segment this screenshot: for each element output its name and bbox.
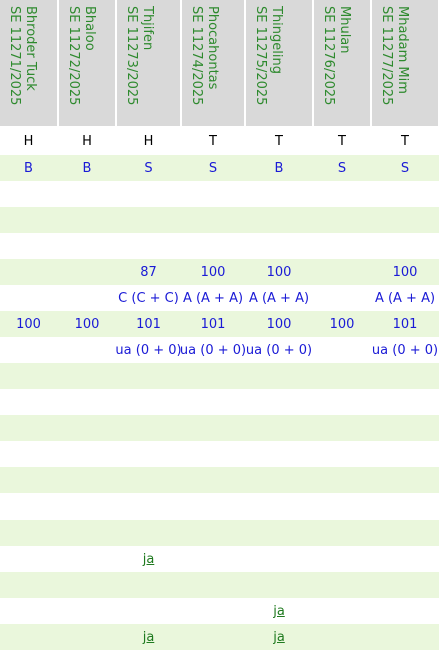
table-cell [314, 155, 370, 181]
table-cell [182, 598, 244, 624]
table-cell [117, 441, 180, 467]
column-header [0, 0, 57, 126]
table-cell [117, 624, 180, 650]
table-cell [0, 494, 57, 520]
table-cell [117, 572, 180, 598]
table-cell [372, 572, 438, 598]
table-cell [372, 467, 438, 493]
table-row [0, 389, 439, 415]
table-cell [0, 598, 57, 624]
table-cell [372, 624, 438, 650]
table-row [0, 546, 439, 572]
table-row [0, 337, 439, 363]
table-cell [372, 155, 438, 181]
table-cell [372, 285, 438, 311]
cell-value: ua (0 + 0) [245, 342, 313, 358]
cell-value: 100 [16, 316, 41, 332]
table-cell [117, 415, 180, 441]
table-cell [0, 624, 57, 650]
cell-value: ua (0 + 0) [179, 342, 247, 358]
table-cell [246, 311, 312, 337]
table-cell [117, 285, 180, 311]
table-cell [314, 207, 370, 233]
column-header-label [65, 6, 97, 105]
cell-value: S [337, 160, 347, 176]
column-header-label [188, 6, 220, 105]
table-cell [246, 337, 312, 363]
cell-value: 100 [74, 316, 100, 332]
cell-value: 100 [200, 264, 226, 280]
table-cell [59, 494, 115, 520]
cell-value: H [23, 133, 34, 149]
table-cell [117, 233, 180, 259]
table-cell [372, 207, 438, 233]
table-cell [246, 494, 312, 520]
column-name: Phocahontas [205, 6, 220, 90]
table-cell [182, 520, 244, 546]
table-cell [117, 259, 180, 285]
table-cell [117, 520, 180, 546]
table-cell [59, 207, 115, 233]
table-cell [314, 467, 370, 493]
table-row [0, 363, 439, 389]
table-cell [59, 128, 115, 154]
table-row [0, 207, 439, 233]
table-cell [314, 546, 370, 572]
cell-value: A (A + A) [374, 290, 436, 306]
table-row [0, 181, 439, 207]
cell-value: 100 [329, 316, 355, 332]
ja-link[interactable]: ja [142, 629, 155, 645]
table-cell [117, 128, 180, 154]
table-row [0, 572, 439, 598]
table-cell [246, 624, 312, 650]
column-id: SE 11276/2025 [321, 6, 336, 106]
table-cell [314, 389, 370, 415]
cell-value: S [208, 160, 218, 176]
table-cell [182, 467, 244, 493]
column-name: Thjifen [140, 6, 155, 51]
table-cell [182, 128, 244, 154]
column-id: SE 11277/2025 [379, 6, 394, 106]
table-cell [182, 389, 244, 415]
table-row [0, 624, 439, 650]
cell-value: T [209, 133, 217, 149]
cell-value: T [338, 133, 346, 149]
table-cell [246, 520, 312, 546]
column-header-label [320, 6, 352, 105]
table-cell [372, 337, 438, 363]
table-cell [246, 259, 312, 285]
column-id: SE 11271/2025 [7, 6, 22, 106]
table-cell [182, 155, 244, 181]
table-cell [117, 598, 180, 624]
cell-value: 100 [266, 264, 292, 280]
cell-value: A (A + A) [248, 290, 310, 306]
column-header [372, 0, 438, 126]
table-cell [372, 520, 438, 546]
table-cell [117, 311, 180, 337]
column-header-label [123, 6, 155, 105]
cell-value: 100 [392, 264, 418, 280]
table-cell [372, 415, 438, 441]
cell-value: H [82, 133, 92, 149]
column-header [182, 0, 244, 126]
table-cell [182, 233, 244, 259]
table-cell [179, 337, 247, 363]
cell-value: C (C + C) [118, 290, 179, 306]
column-header [246, 0, 312, 126]
table-row [0, 128, 439, 154]
table-cell [0, 415, 57, 441]
table-cell [0, 520, 57, 546]
column-header [117, 0, 180, 126]
table-cell [246, 233, 312, 259]
cell-value: ua (0 + 0) [115, 342, 182, 358]
table-cell [59, 546, 115, 572]
table-cell [372, 311, 438, 337]
table-cell [182, 546, 244, 572]
table-cell [59, 441, 115, 467]
column-header-label [378, 6, 410, 105]
table-cell [117, 207, 180, 233]
cell-value: H [143, 133, 154, 149]
table-cell [372, 128, 438, 154]
cell-value: 101 [392, 316, 418, 332]
table-row [0, 259, 439, 285]
table-cell [0, 572, 57, 598]
table-cell [314, 415, 370, 441]
table-cell [246, 572, 312, 598]
table-cell [246, 415, 312, 441]
column-id: SE 11275/2025 [253, 6, 268, 106]
table-cell [59, 337, 115, 363]
table-cell [372, 363, 438, 389]
table-cell [246, 546, 312, 572]
table-cell [314, 494, 370, 520]
cell-value: T [401, 133, 409, 149]
table-row [0, 494, 439, 520]
ja-link[interactable]: ja [273, 629, 285, 645]
table-cell [117, 155, 180, 181]
table-cell [246, 389, 312, 415]
table-cell [182, 311, 244, 337]
cell-value: S [144, 160, 153, 176]
table-cell [0, 546, 57, 572]
table-cell [372, 259, 438, 285]
column-name: Thingeling [269, 6, 284, 74]
table-cell [246, 128, 312, 154]
table-row [0, 155, 439, 181]
table-cell [0, 285, 57, 311]
table-cell [314, 259, 370, 285]
column-name: Mhadam Mim [395, 6, 410, 94]
table-cell [246, 285, 312, 311]
table-cell [182, 494, 244, 520]
cell-value: 101 [200, 316, 226, 332]
table-cell [372, 546, 438, 572]
column-header [59, 0, 115, 126]
table-cell [314, 128, 370, 154]
cell-value: A (A + A) [182, 290, 244, 306]
table-cell [59, 233, 115, 259]
column-header-label [6, 6, 38, 105]
table-cell [314, 624, 370, 650]
table-cell [182, 285, 244, 311]
table-cell [314, 572, 370, 598]
table-cell [59, 415, 115, 441]
table-cell [0, 467, 57, 493]
table-cell [182, 259, 244, 285]
table-cell [59, 285, 115, 311]
table-cell [246, 441, 312, 467]
table-cell [314, 233, 370, 259]
table-cell [314, 311, 370, 337]
table-row [0, 311, 439, 337]
table-cell [182, 207, 244, 233]
ja-link[interactable]: ja [273, 603, 285, 619]
column-header [314, 0, 370, 126]
table-cell [314, 337, 370, 363]
column-name: Bhaloo [82, 6, 97, 51]
table-cell [59, 259, 115, 285]
table-cell [59, 389, 115, 415]
table-cell [246, 181, 312, 207]
ja-link[interactable]: ja [142, 551, 155, 567]
cell-value: T [275, 133, 283, 149]
table-cell [314, 285, 370, 311]
table-cell [182, 363, 244, 389]
table-cell [372, 598, 438, 624]
table-cell [117, 467, 180, 493]
column-id: SE 11274/2025 [189, 6, 204, 106]
cell-value: B [24, 160, 33, 176]
table-cell [0, 441, 57, 467]
table-cell [59, 624, 115, 650]
table-cell [314, 520, 370, 546]
table-cell [182, 181, 244, 207]
table-cell [0, 207, 57, 233]
table-cell [59, 520, 115, 546]
table-cell [182, 572, 244, 598]
table-cell [117, 181, 180, 207]
table-row [0, 441, 439, 467]
table-cell [182, 441, 244, 467]
table-row [0, 467, 439, 493]
column-name: Bhroder Tuck [23, 6, 38, 91]
cell-value: 101 [136, 316, 161, 332]
cell-value: 100 [266, 316, 292, 332]
table-cell [59, 311, 115, 337]
table-cell [246, 363, 312, 389]
table-cell [314, 441, 370, 467]
table-cell [372, 441, 438, 467]
table-cell [0, 311, 57, 337]
table-cell [59, 363, 115, 389]
table-cell [246, 467, 312, 493]
table-cell [182, 415, 244, 441]
table-cell [0, 155, 57, 181]
table-row [0, 598, 439, 624]
column-id: SE 11272/2025 [66, 6, 81, 106]
table-cell [0, 363, 57, 389]
table-cell [117, 337, 180, 363]
table-cell [117, 494, 180, 520]
table-cell [0, 233, 57, 259]
table-cell [59, 155, 115, 181]
table-cell [117, 389, 180, 415]
cell-value: B [82, 160, 92, 176]
table-cell [246, 155, 312, 181]
table-cell [59, 572, 115, 598]
table-cell [117, 363, 180, 389]
table-cell [59, 181, 115, 207]
table-cell [372, 389, 438, 415]
table-cell [372, 233, 438, 259]
table-cell [246, 598, 312, 624]
column-id: SE 11273/2025 [124, 6, 139, 106]
table-cell [314, 598, 370, 624]
table-cell [246, 207, 312, 233]
cell-value: B [274, 160, 284, 176]
table-cell [314, 181, 370, 207]
table-row [0, 415, 439, 441]
table-cell [182, 624, 244, 650]
table-row [0, 233, 439, 259]
column-name: Mhulan [337, 6, 352, 54]
table-row [0, 520, 439, 546]
column-header-label [252, 6, 284, 105]
table-row [0, 285, 439, 311]
cell-value: ua (0 + 0) [371, 342, 439, 358]
table-cell [314, 363, 370, 389]
table-cell [372, 494, 438, 520]
table-cell [0, 337, 57, 363]
table-cell [0, 181, 57, 207]
table-cell [0, 128, 57, 154]
cell-value: 87 [140, 264, 157, 280]
table-cell [0, 389, 57, 415]
table-cell [59, 598, 115, 624]
table-cell [372, 181, 438, 207]
table-cell [59, 467, 115, 493]
table-cell [0, 259, 57, 285]
table-cell [117, 546, 180, 572]
cell-value: S [400, 160, 410, 176]
